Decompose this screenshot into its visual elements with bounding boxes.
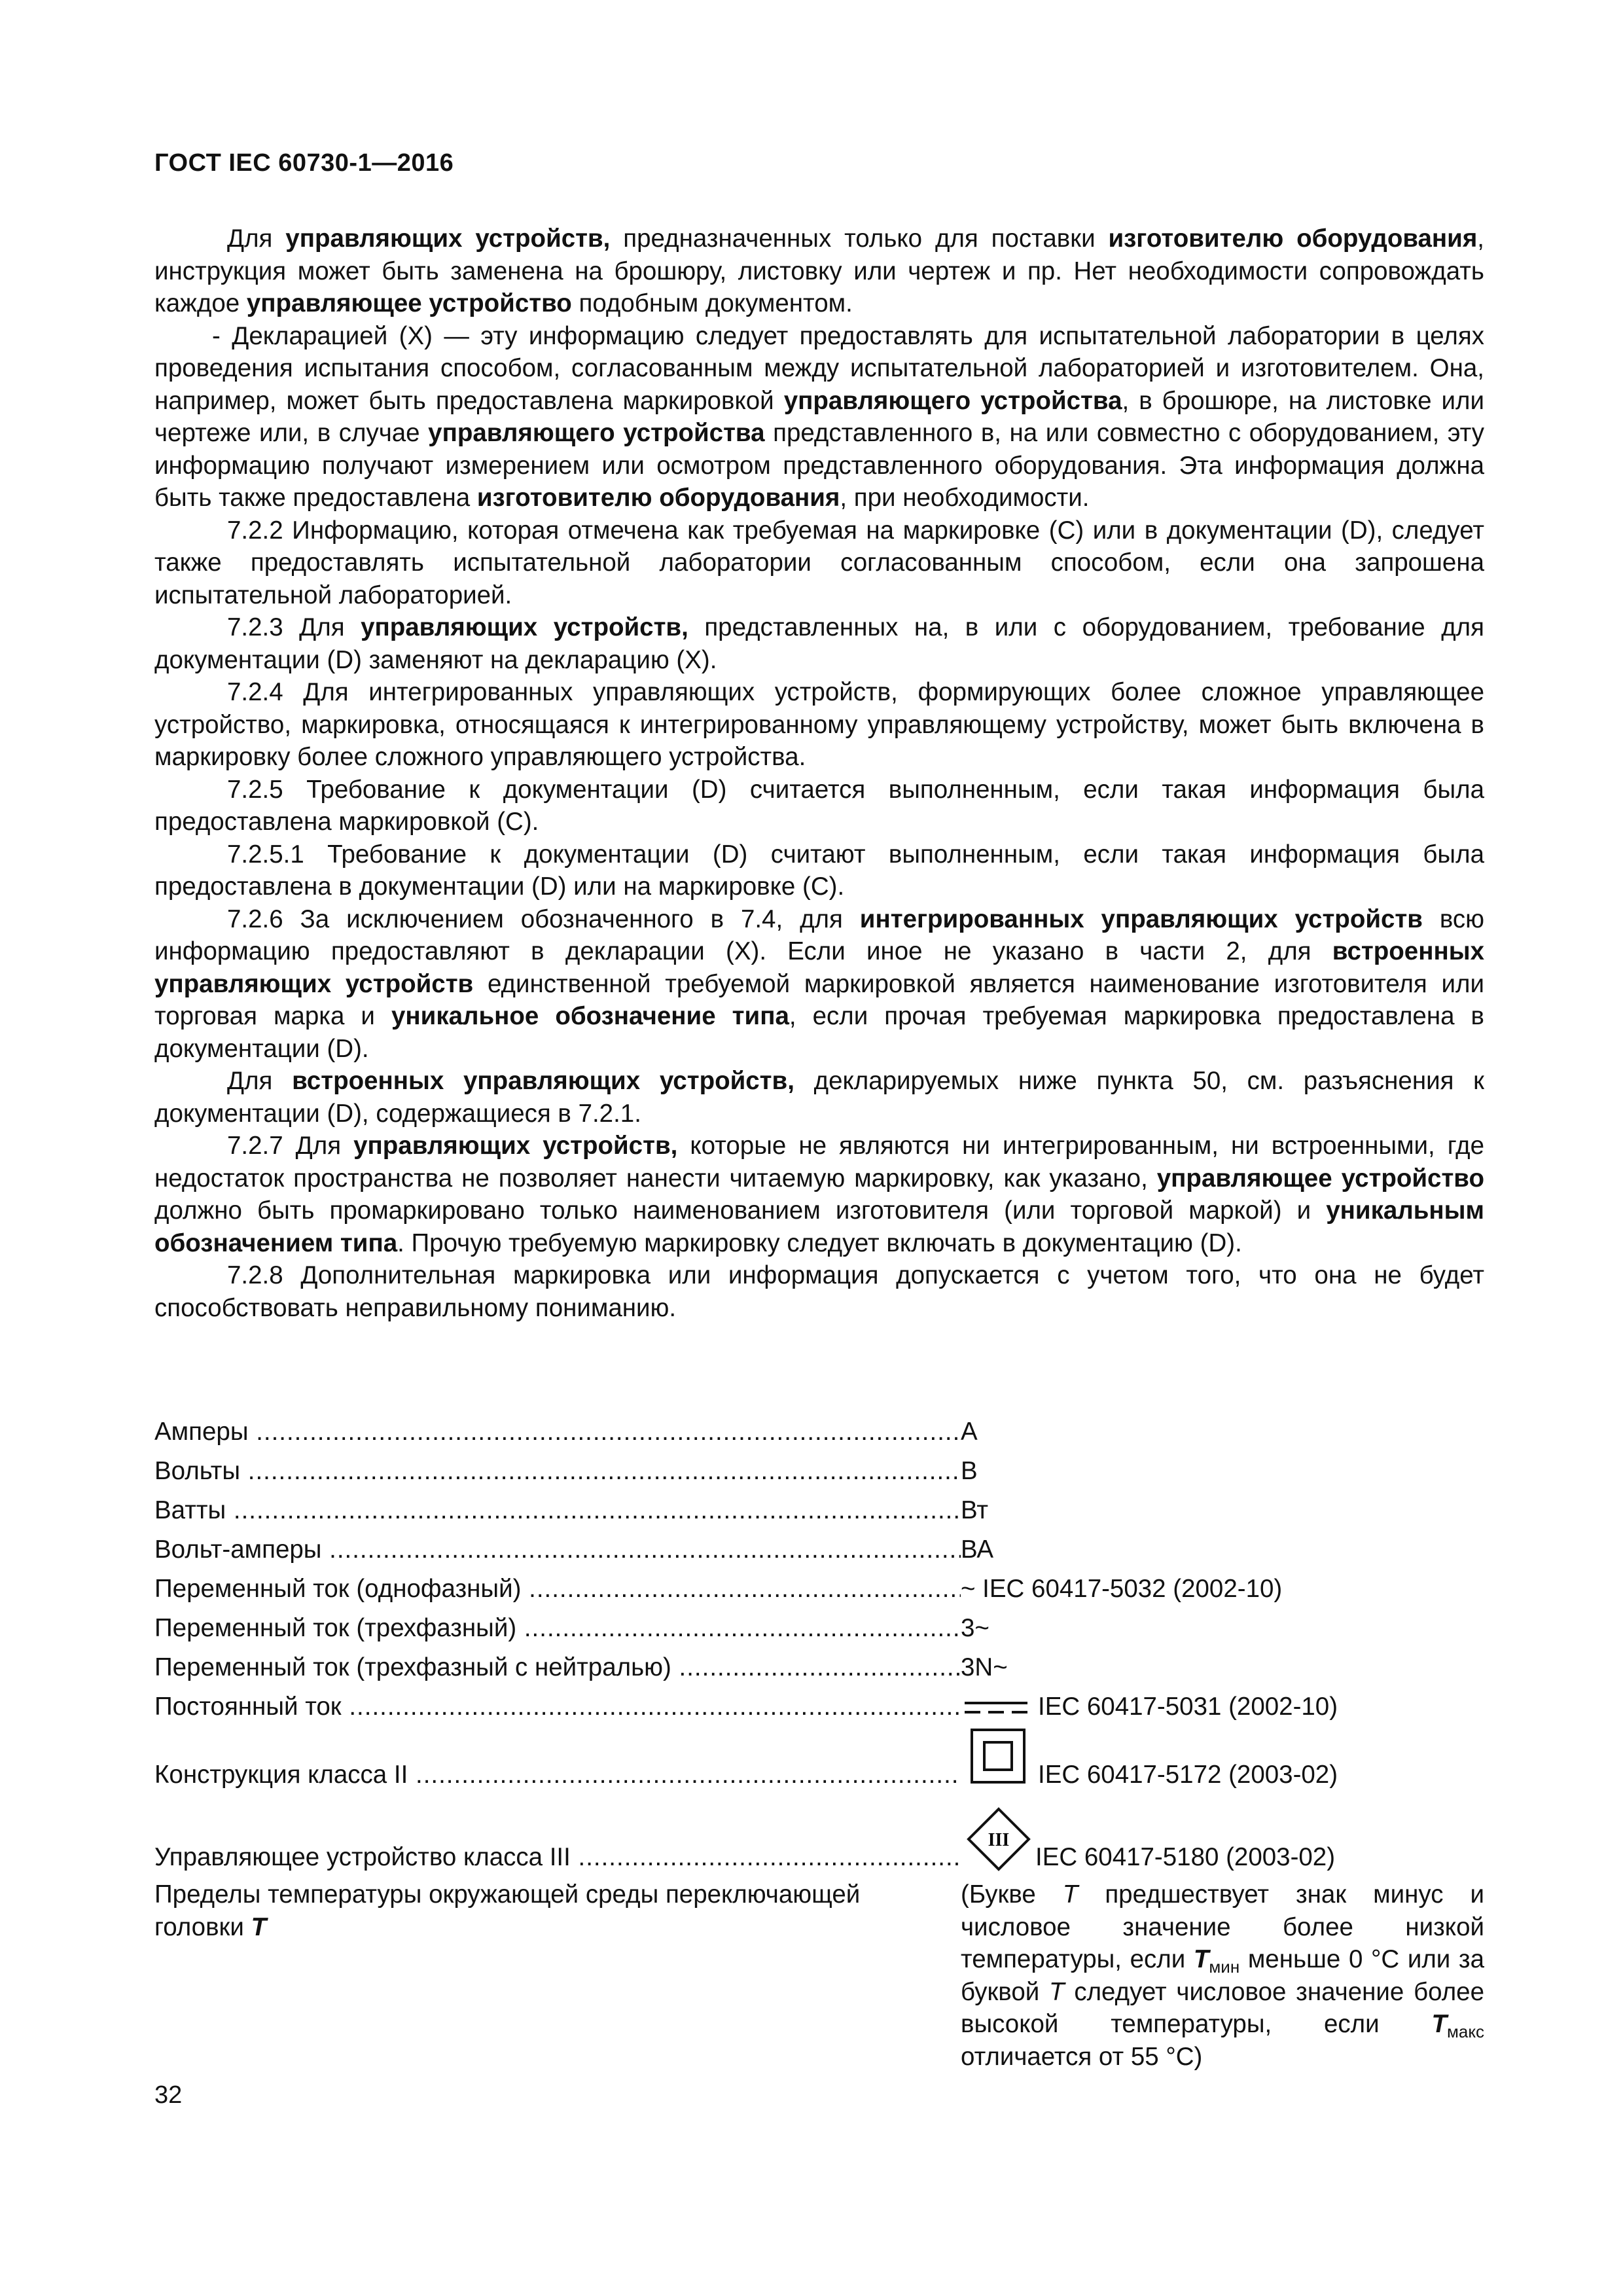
bold-term: уникальным обозначением типа: [154, 1196, 1484, 1257]
desc-symbol-t: T: [1062, 1880, 1079, 1909]
temperature-label-text: Пределы температуры окружающей среды переключающей головки: [154, 1880, 861, 1941]
unit-label: Конструкция класса II .....: [154, 1757, 961, 1793]
text-run: , инструкция может быть заменена на брошюру, листовку или чертеж и пр. Нет необходимости сопровождать каждое: [154, 224, 1484, 317]
bold-term: изготовителю оборудования: [476, 484, 840, 512]
bold-term: управляющее устройство: [246, 289, 572, 317]
text-run: представленного в, на или совместно с оборудованием, эту информацию получают измерением или осмотром представленного оборудования. Эта информация должна быть также предоставлена: [154, 419, 1484, 512]
unit-row-volt-amperes: [154, 1532, 1484, 1568]
desc-text: (Букве: [961, 1880, 1063, 1909]
bold-term: управляющего устройства: [783, 386, 1122, 415]
desc-subscript-max: макс: [1446, 2022, 1484, 2041]
text-run: 7.2.8 Дополнительная маркировка или информация допускается с учетом того, что она не будет способствовать неправильному пониманию.: [154, 1261, 1484, 1322]
temperature-label: [154, 1878, 933, 1943]
unit-row-ac-single: [154, 1571, 1484, 1607]
text-run: всю информацию предоставляют в декларации (X). Если иное не указано в части 2, для: [154, 905, 1485, 965]
unit-label: Переменный ток (трехфазный) .....: [154, 1610, 961, 1647]
text-run: 7.2.5 Требование к документации (D) считается выполненным, если такая информация была предоставлена маркировкой (C).: [154, 775, 1484, 836]
text-run: , в брошюре, на листовке или чертеже или, в случае: [154, 386, 1484, 447]
desc-symbol-tmin: T: [1193, 1945, 1209, 1973]
text-run: Для: [227, 224, 286, 253]
text-run: 7.2.5.1 Требование к документации (D) считают выполненным, если такая информация была предоставлена в документации (D) или на маркировке (C).: [154, 840, 1484, 901]
bold-term: управляющих устройств,: [361, 613, 688, 641]
text-run: должно быть промаркировано только наименованием изготовителя (или торговой маркой) и: [154, 1196, 1327, 1225]
unit-row-class-ii: [154, 1728, 1484, 1800]
unit-value: А: [961, 1418, 978, 1446]
bold-term: управляющее устройство: [1156, 1164, 1484, 1193]
text-run: 7.2.7 Для: [227, 1132, 354, 1160]
bold-term: встроенных управляющих устройств: [154, 937, 1484, 998]
page-number: 32: [154, 2081, 183, 2109]
paragraph: [154, 1259, 1484, 1324]
document-header: ГОСТ IEC 60730-1—2016: [154, 149, 454, 177]
text-run: - Декларацией (X) — эту информацию следует предоставлять для испытательной лаборатории в целях проведения испытания способом, согласованным между испытательной лабораторией и изготовителем. Она, например, может быть предоставлена маркировкой: [154, 321, 1484, 415]
unit-label: Постоянный ток .....: [154, 1689, 961, 1725]
desc-symbol-tmax: T: [1431, 2010, 1447, 2038]
desc-text: предшествует знак минус и числовое значение более низкой температуры, если: [961, 1880, 1484, 1973]
unit-value: В: [961, 1457, 978, 1485]
unit-row-dc: [154, 1689, 1484, 1725]
paragraph: [154, 774, 1484, 838]
text-run: . Прочую требуемую маркировку следует включать в документацию (D).: [397, 1229, 1242, 1257]
paragraph: [154, 223, 1484, 320]
text-run: единственной требуемой маркировкой является наименование изготовителя или торговая марка и: [154, 969, 1484, 1030]
text-run: декларируемых ниже пункта 50, см. разъяснения к документации (D), содержащиеся в 7.2.1.: [154, 1067, 1484, 1128]
svg-text:III: III: [988, 1830, 1010, 1850]
paragraph: [154, 514, 1484, 612]
paragraph: [154, 903, 1484, 1066]
unit-label: Переменный ток (однофазный) .....: [154, 1571, 961, 1607]
unit-value: IEC 60417-5180 (2003-02): [1035, 1843, 1336, 1871]
temperature-symbol: T: [251, 1912, 267, 1941]
document-body: [154, 223, 1484, 1324]
paragraph: [154, 611, 1484, 676]
bold-term: уникальное обозначение типа: [391, 1002, 789, 1030]
unit-label: Переменный ток (трехфазный с нейтралью) .....: [154, 1649, 961, 1686]
unit-row-ac-three-neutral: [154, 1649, 1484, 1686]
text-run: 7.2.2 Информацию, которая отмечена как требуемая на маркировке (C) или в документации (D), следует также предоставлять испытательной лаборатории согласованным способом, если она запрошена испытательной лабораторией.: [154, 516, 1484, 609]
class-ii-icon: [970, 1728, 1026, 1784]
desc-symbol-t: T: [1049, 1977, 1065, 2006]
text-run: , при необходимости.: [840, 484, 1090, 512]
unit-value: IEC 60417-5172 (2003-02): [1038, 1761, 1338, 1789]
unit-label: Амперы .....: [154, 1414, 961, 1450]
unit-row-class-iii: [154, 1806, 1484, 1878]
paragraph: [154, 1065, 1484, 1130]
unit-row-volts: [154, 1453, 1484, 1490]
paragraph: [154, 838, 1484, 903]
text-run: 7.2.4 Для интегрированных управляющих устройств, формирующих более сложное управляющее устройство, маркировка, относящаяся к интегрированному управляющему устройству, может быть включена в маркировку более сложного управляющего устройства.: [154, 678, 1484, 771]
paragraph: [154, 1130, 1484, 1259]
text-run: Для: [227, 1067, 293, 1095]
unit-value: ВА: [961, 1535, 994, 1564]
text-run: 7.2.3 Для: [227, 613, 361, 641]
unit-value: Вт: [961, 1496, 989, 1524]
bold-term: интегрированных управляющих устройств: [859, 905, 1423, 933]
bold-term: управляющих устройств,: [285, 224, 611, 253]
unit-value: 3N~: [961, 1653, 1008, 1681]
unit-label: Ватты .....: [154, 1492, 961, 1529]
unit-row-ac-three: [154, 1610, 1484, 1647]
text-run: , если прочая требуемая маркировка предоставлена в документации (D).: [154, 1002, 1485, 1063]
unit-row-amperes: [154, 1414, 1484, 1450]
desc-text: отличается от 55 °С): [961, 2042, 1203, 2071]
unit-value: ~ IEC 60417-5032 (2002-10): [961, 1575, 1283, 1603]
unit-value: 3~: [961, 1614, 990, 1642]
text-run: 7.2.6 За исключением обозначенного в 7.4, для: [227, 905, 860, 933]
text-run: подобным документом.: [571, 289, 853, 317]
temperature-description: [961, 1878, 1484, 2073]
bold-term: изготовителю оборудования: [1108, 224, 1478, 253]
unit-label: Вольт-амперы .....: [154, 1532, 961, 1568]
bold-term: встроенных управляющих устройств,: [292, 1067, 794, 1095]
unit-label: Управляющее устройство класса III .....: [154, 1839, 961, 1876]
desc-subscript-min: мин: [1209, 1957, 1240, 1977]
unit-row-watts: [154, 1492, 1484, 1529]
desc-text: следует числовое значение более высокой температуры, если: [961, 1977, 1484, 2038]
unit-value: IEC 60417-5031 (2002-10): [1038, 1693, 1338, 1721]
dc-current-icon: [963, 1695, 1029, 1721]
paragraph: [154, 676, 1484, 774]
text-run: предназначенных только для поставки: [610, 224, 1109, 253]
text-run: которые не являются ни интегрированным, ни встроенными, где недостаток пространства не позволяет нанести читаемую маркировку, как указано,: [154, 1132, 1484, 1193]
class-iii-icon: [966, 1806, 1031, 1872]
unit-label: Вольты .....: [154, 1453, 961, 1490]
paragraph: [154, 320, 1484, 514]
desc-text: меньше 0 °С или за буквой: [961, 1945, 1484, 2006]
bold-term: управляющего устройства: [428, 419, 765, 447]
text-run: представленных на, в или с оборудованием, требование для документации (D) заменяют на декларацию (X).: [154, 613, 1484, 674]
bold-term: управляющих устройств,: [353, 1132, 678, 1160]
